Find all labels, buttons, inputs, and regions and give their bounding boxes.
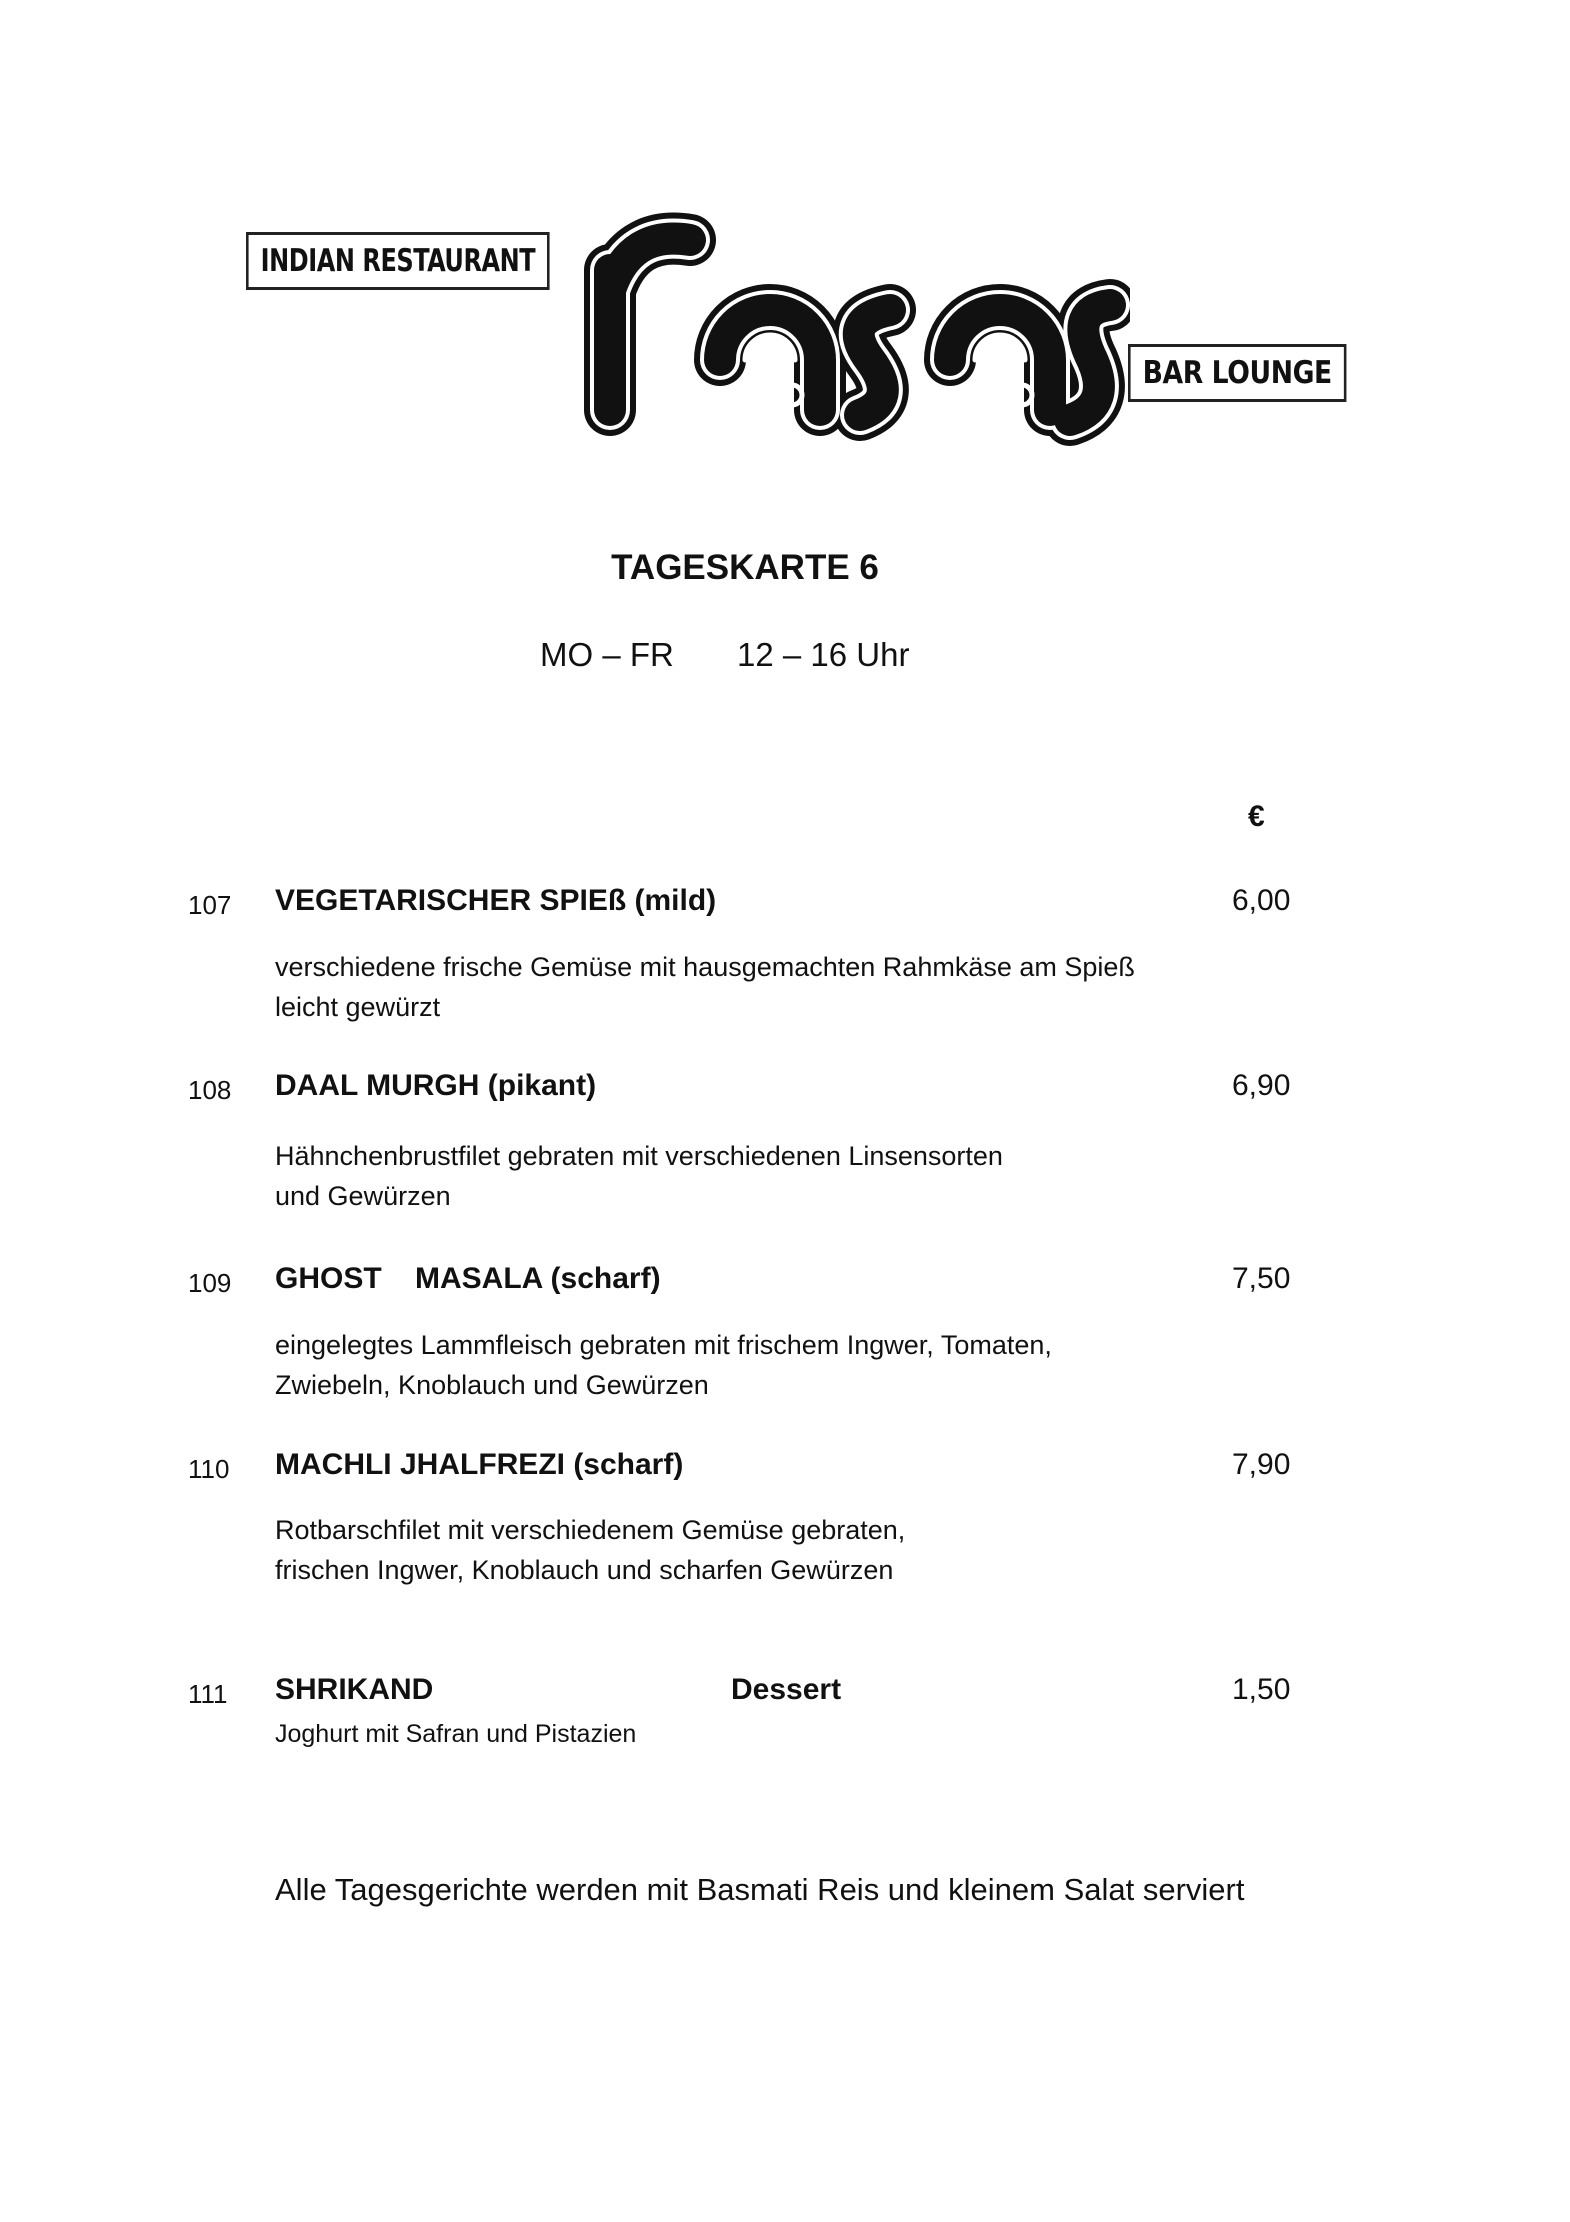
item-price: 6,00 <box>1232 884 1291 917</box>
item-description: Zwiebeln, Knoblauch und Gewürzen <box>275 1370 709 1400</box>
menu-title: TAGESKARTE 6 <box>611 548 879 587</box>
opening-days: MO – FR <box>540 636 674 673</box>
item-name: VEGETARISCHER SPIEß (mild) <box>275 884 717 917</box>
item-name: DAAL MURGH (pikant) <box>275 1069 597 1102</box>
item-description: leicht gewürzt <box>275 992 441 1022</box>
item-description: Hähnchenbrustfilet gebraten mit verschiedenen Linsensorten <box>275 1141 1003 1171</box>
item-description: Rotbarschfilet mit verschiedenem Gemüse gebraten, <box>275 1515 906 1545</box>
currency-header: € <box>1248 800 1265 833</box>
item-category: Dessert <box>731 1673 842 1706</box>
restaurant-logo <box>240 210 1340 450</box>
item-number: 111 <box>188 1679 228 1709</box>
item-name: MACHLI JHALFREZI (scharf) <box>275 1448 684 1481</box>
item-price: 7,90 <box>1232 1448 1291 1481</box>
logo-tagline-left: INDIAN RESTAURANT <box>246 232 550 290</box>
item-description: Joghurt mit Safran und Pistazien <box>275 1720 637 1748</box>
item-number: 107 <box>188 890 232 920</box>
opening-time: 12 – 16 Uhr <box>737 636 910 673</box>
item-description: verschiedene frische Gemüse mit hausgemachten Rahmkäse am Spieß <box>275 952 1135 982</box>
item-number: 110 <box>188 1454 230 1484</box>
item-description: frischen Ingwer, Knoblauch und scharfen Gewürzen <box>275 1555 894 1585</box>
item-name: SHRIKAND <box>275 1673 434 1706</box>
item-number: 108 <box>188 1075 232 1105</box>
item-number: 109 <box>188 1268 232 1298</box>
footer-note: Alle Tagesgerichte werden mit Basmati Reis und kleinem Salat serviert <box>275 1872 1245 1907</box>
item-name: GHOST MASALA (scharf) <box>275 1262 661 1295</box>
item-description: eingelegtes Lammfleisch gebraten mit frischem Ingwer, Tomaten, <box>275 1330 1052 1360</box>
item-description: und Gewürzen <box>275 1181 451 1211</box>
logo-tagline-right: BAR LOUNGE <box>1128 344 1346 402</box>
item-price: 6,90 <box>1232 1069 1291 1102</box>
item-price: 7,50 <box>1232 1262 1291 1295</box>
item-price: 1,50 <box>1232 1673 1291 1706</box>
rasas-wordmark-logo <box>570 210 1130 450</box>
